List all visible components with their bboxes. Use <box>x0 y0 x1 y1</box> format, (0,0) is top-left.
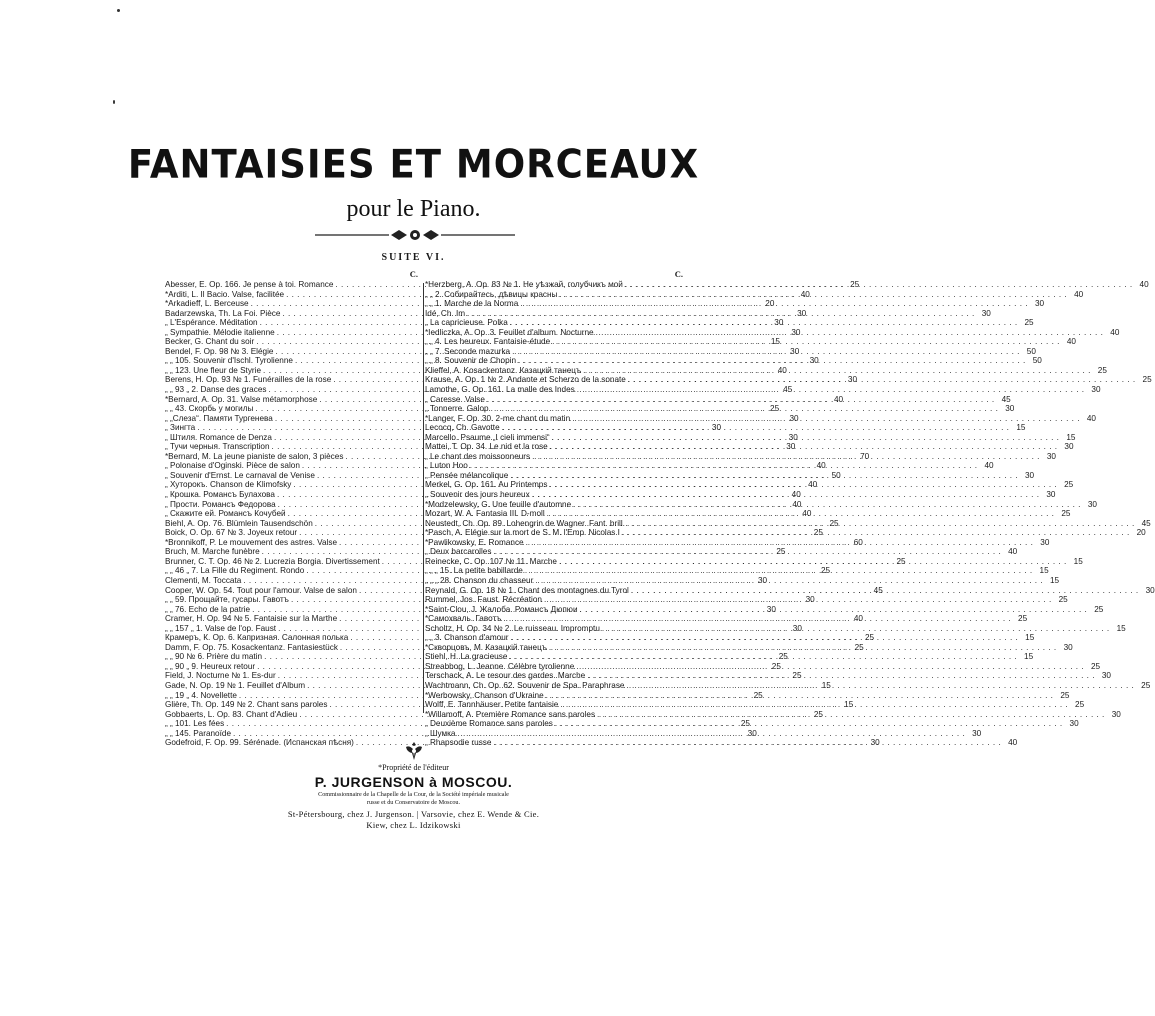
entry-price: 40 <box>1008 738 1018 748</box>
ink-speck <box>113 100 115 104</box>
entry-title: „ Le chant des moissonneurs <box>425 451 531 461</box>
entry-price: 25 <box>850 280 860 289</box>
entry-price: 20 <box>1136 528 1146 538</box>
entry-title: Terschack, A. Le resour des gardes. Marche <box>425 671 586 681</box>
leader-dots <box>547 509 1055 519</box>
leader-dots <box>559 290 1067 300</box>
entry-price: 45 <box>873 585 883 595</box>
leader-dots <box>546 691 1054 701</box>
entry-title: „ La capricieuse. Polka <box>425 318 508 328</box>
entry-price: 25 <box>896 556 906 566</box>
entry-price: 25 <box>829 518 839 528</box>
entry-price: 30 <box>1069 719 1079 729</box>
entry-title: „ Luton Hoo <box>425 461 468 471</box>
entry-title: *Bernard, A. Op. 31. Valse métamorphose <box>165 394 318 404</box>
entry-title: Merkel, G. Op. 161. Au Printemps <box>425 480 548 490</box>
currency-header: C. <box>674 269 683 279</box>
entry-price: 25 <box>771 661 781 671</box>
entry-title: *Самохваль. Гавотъ <box>425 614 502 624</box>
entry-price: 15 <box>844 700 854 710</box>
entry-price: 30 <box>790 346 800 356</box>
leader-dots <box>549 480 1057 490</box>
entry-title: Scholtz, H. Op. 34 № 2. Le ruisseau. Impromptu <box>425 623 600 633</box>
entry-price: 25 <box>820 566 831 576</box>
entry-title: „ Штиля. Romance de Denza <box>165 432 272 442</box>
entry-title: Bendel, F. Op. 98 № 3. Elégie <box>165 346 274 356</box>
entry-title: Stiehl, H. La gracieuse <box>425 652 508 662</box>
leader-dots <box>549 643 1057 653</box>
entry-price: 30 <box>981 308 991 318</box>
entry-price: 40 <box>792 499 802 509</box>
entry-price: 30 <box>747 728 757 738</box>
entry-title: *Pawlikowsky, E. Romance <box>425 537 524 547</box>
branches-line: St-Pétersbourg, chez J. Jurgenson. | Varsovie, chez E. Wende & Cie. <box>287 809 540 819</box>
entry-title: Glière, Th. Op. 149 № 2. Chant sans paroles <box>165 700 328 710</box>
entry-price: 25 <box>854 642 864 652</box>
entry-price: 40 <box>1074 289 1084 299</box>
leader-dots <box>467 309 975 319</box>
entry-price: 25 <box>1090 661 1101 671</box>
entry-price: 15 <box>1066 432 1076 442</box>
leader-dots <box>552 433 1060 443</box>
entry-price: 45 <box>783 385 793 395</box>
entry-title: „ Souvenir d'Ernst. Le carnaval de Venise <box>165 470 315 480</box>
entry-title: „ Polonaise d'Oginski. Pièce de salon <box>165 461 300 471</box>
entry-title: „ Pensée mélancolique <box>425 470 509 480</box>
catalog-entry <box>425 442 1074 452</box>
entry-title: Gobbaerts, L. Op. 83. Chant d'Adieu <box>165 709 298 719</box>
leader-dots <box>576 662 1084 672</box>
entry-title: „ L'Espérance. Méditation <box>165 318 258 328</box>
entry-price: 30 <box>774 318 784 328</box>
entry-price: 30 <box>1145 585 1155 595</box>
suite-number: SUITE VI. <box>381 252 446 263</box>
entry-price: 30 <box>792 623 802 633</box>
entry-price: 40 <box>802 509 812 519</box>
entry-title: Marcello. Psaume „I cieli immensi“ <box>425 432 550 442</box>
entry-title: „ Шумка <box>425 728 456 738</box>
leader-dots <box>596 328 1104 338</box>
catalog-entry <box>425 289 1084 300</box>
leader-dots <box>518 356 1026 366</box>
leader-dots <box>503 614 1011 624</box>
property-note: *Propriété de l'éditeur <box>378 763 449 772</box>
leader-dots <box>550 442 1058 452</box>
entry-price: 50 <box>831 470 841 480</box>
entry-title: *Modzelewsky, G. Une feuille d'automne <box>425 499 572 509</box>
entry-title: *Willamoff, A. Première Romance sans paroles <box>425 709 596 719</box>
entry-title: *Langer, F. Op. 30. 2-me chant du matin <box>425 413 571 423</box>
entry-price: 15 <box>1116 623 1126 633</box>
entry-title: „ Sympathie. Mélodie italienne <box>165 327 275 337</box>
entry-price: 30 <box>809 356 819 366</box>
entry-title: Lecocq, Ch. Gavotte <box>425 423 500 433</box>
entry-title: *Werbowsky, Chanson d'Ukraine <box>425 690 544 700</box>
entry-title: „ Прости. Романсъ Федорова <box>165 499 276 509</box>
entry-title: Clementi, M. Toccata <box>165 575 242 585</box>
entry-price: 15 <box>1024 652 1034 662</box>
catalog-entry <box>425 690 1070 701</box>
entry-title: „ „ „ 28. Chanson du chasseur <box>425 575 534 585</box>
entry-price: 30 <box>791 327 801 337</box>
entry-title: Damm, F. Op. 75. Kosackentanz. Fantasiestück <box>165 642 338 652</box>
entry-price: 25 <box>778 652 788 662</box>
commission-line: Commissionnaire de la Chapelle de la Cour, de la Société impériale musicale <box>318 791 509 798</box>
entry-price: 30 <box>1034 299 1045 309</box>
entry-title: *Iedliczka, A. Op. 3. Feuillet d'album. Nocturne <box>425 327 594 337</box>
entry-title: „ „ 105. Souvenir d'Ischl. Tyrolienne <box>165 356 293 366</box>
entry-price: 40 <box>777 365 787 375</box>
entry-price: 50 <box>1026 346 1036 356</box>
entry-title: Gade, N. Op. 19 № 1. Feuillet d'Album <box>165 680 306 690</box>
entry-title: Wolff, E. Tannhäuser. Petite fantaisie <box>425 700 559 710</box>
entry-price: 30 <box>797 308 807 318</box>
entry-price: 25 <box>776 547 786 557</box>
entry-price: 30 <box>1005 404 1015 414</box>
leader-dots <box>628 375 1136 385</box>
entry-title: Abesser, E. Op. 166. Je pense à toi. Romance <box>165 280 334 289</box>
entry-price: 30 <box>711 423 722 433</box>
imperial-eagle-icon <box>404 741 424 761</box>
entry-price: 25 <box>1097 365 1107 375</box>
entry-price: 25 <box>1142 375 1152 385</box>
entry-title: Field, J. Nocturne № 1. Es-dur <box>165 671 276 681</box>
entry-title: „ „ „ 15. La petite babillarde <box>425 566 523 576</box>
entry-price: 30 <box>1087 499 1097 509</box>
entry-price: 30 <box>805 595 815 605</box>
entry-title: „ Крошка. Романсъ Булахова <box>165 490 275 500</box>
leader-dots <box>509 652 1017 662</box>
entry-title: *Arkadieff, L. Berceuse <box>165 299 249 309</box>
entry-price: 50 <box>1032 356 1042 366</box>
leader-dots <box>631 586 1139 596</box>
leader-dots <box>602 624 1110 634</box>
leader-dots <box>457 729 965 739</box>
leader-dots <box>526 538 1034 548</box>
entry-title: *Pasch, A. Elégie sur la mort de S. M. l'Emp. Nicolas I <box>425 528 620 538</box>
entry-price: 60 <box>853 537 863 547</box>
entry-title: „ „ 90 „ 9. Heureux retour <box>165 661 256 671</box>
entry-title: Krause, A. Op. 1 № 2. Andante et Scherzo de la sonate <box>425 375 626 385</box>
entry-price: 30 <box>788 432 798 442</box>
entry-price: 25 <box>770 404 780 414</box>
commission-line: russe et du Conservatoire de Moscou. <box>366 798 461 806</box>
entry-price: 15 <box>1016 423 1026 433</box>
entry-title: Reynald, G. Op. 18 № 1. Chant des montagnes du Tyrol <box>425 585 629 595</box>
entry-title: „ „ 46 „ 7. La Fille du Regiment. Rondo <box>165 566 305 576</box>
leader-dots <box>532 452 1040 462</box>
entry-title: Klieffel, A. Kosackentanz. Казацкій танецъ <box>425 365 582 375</box>
leader-dots <box>580 605 1088 615</box>
entry-title: Reinecke, C. Op. 107 № 11. Marche <box>425 556 557 566</box>
entry-title: „ „ 8. Souvenir de Chopin <box>425 356 517 366</box>
entry-title: Godefroid, F. Op. 99. Sérénade. (Испанская пѣсня) <box>165 738 354 748</box>
leader-dots <box>510 318 1018 328</box>
entry-title: „ Souvenir des jours heureux <box>425 490 530 500</box>
entry-title: Bruch, M. Marche funèbre <box>165 547 260 557</box>
entry-price: 30 <box>789 413 799 423</box>
entry-title: Mozart, W. A. Fantasia III. D-moll <box>425 509 545 519</box>
entry-price: 25 <box>813 528 823 538</box>
leader-dots <box>510 633 1018 643</box>
entry-price: 30 <box>1111 709 1121 719</box>
entry-price: 30 <box>1091 385 1101 395</box>
entry-price: 40 <box>1110 327 1120 337</box>
entry-price: 40 <box>1139 280 1149 289</box>
entry-price: 30 <box>1064 442 1074 452</box>
entry-price: 25 <box>1075 700 1085 710</box>
leader-dots <box>560 700 1068 710</box>
leader-dots <box>532 490 1040 500</box>
page-subtitle: pour le Piano. <box>346 196 481 222</box>
entry-price: 15 <box>1025 633 1035 643</box>
entry-price: 25 <box>1018 614 1028 624</box>
entry-title: „ „ 3. Chanson d'amour <box>425 633 509 643</box>
leader-dots <box>572 414 1080 424</box>
leader-dots <box>597 710 1105 720</box>
entry-title: Neustedt, Ch. Op. 89. Lohengrin de Wagner. Fant. brill. <box>425 518 625 528</box>
entry-title: „ „ 43. Скорбь у могилы <box>165 404 254 414</box>
entry-title: *Saint-Clou, J. Жалоба. Романсъ Дюпюи <box>425 604 578 614</box>
leader-dots <box>470 461 978 471</box>
currency-header: C. <box>409 269 418 279</box>
branches-line: Kiew, chez L. Idzikowski <box>366 820 461 830</box>
entry-price: 40 <box>1066 337 1076 347</box>
catalog-entry <box>425 461 994 471</box>
entry-price: 25 <box>1094 604 1104 614</box>
entry-price: 40 <box>816 461 826 471</box>
entry-title: „ Зингта <box>165 423 196 433</box>
leader-dots <box>544 595 1052 605</box>
publisher-name: P. JURGENSON à MOSCOU. <box>314 774 513 790</box>
entry-title: „ Тучи черныя. Transcription <box>165 442 270 452</box>
entry-title: „ Хуторокъ. Chanson de Klimofsky <box>165 480 292 490</box>
entry-price: 25 <box>865 633 875 643</box>
entry-title: „ „ 145. Paranoïde <box>165 728 231 738</box>
entry-title: „ „ 19 „ 4. Novellette <box>165 690 237 700</box>
entry-price: 25 <box>1141 680 1151 690</box>
entry-price: 40 <box>833 394 844 404</box>
entry-title: „ „ 101. Les fées <box>165 719 225 729</box>
entry-title: Крамеръ, К. Op. 6. Капризная. Салонная полька <box>165 633 349 643</box>
entry-price: 40 <box>1008 547 1018 557</box>
entry-title: „ „ 2. Собирайтесь, дѣвицы красны <box>425 289 558 299</box>
entry-price: 30 <box>766 604 776 614</box>
entry-price: 30 <box>786 442 796 452</box>
entry-price: 25 <box>792 671 802 681</box>
entry-title: Badarzewska, Th. La Foi. Pièce <box>165 308 281 318</box>
entry-title: *Arditi, L. Il Bacio. Valse, facilitée <box>165 289 285 299</box>
entry-price: 30 <box>972 728 982 738</box>
entry-title: Lamothe, G. Op. 161. La malle des Indes <box>425 385 575 395</box>
leader-dots <box>625 280 1133 290</box>
entry-title: Boick, O. Op. 67 № 3. Joyeux retour <box>165 528 298 538</box>
entry-title: Berens, H. Op. 93 № 1. Funérailles de la rose <box>165 375 332 385</box>
entry-title: Rummel, Jos. Faust. Récréation <box>425 595 542 605</box>
entry-title: *Herzberg, A. Op. 83 № 1. Не уѣзжай, голубчикъ мой <box>425 280 623 289</box>
leader-dots <box>493 738 1001 748</box>
leader-dots <box>535 576 1043 586</box>
entry-title: Cramer, H. Op. 94 № 5. Fantaisie sur la Marthe <box>165 614 338 624</box>
entry-title: „ Скажите ей. Романсъ Кочубей <box>165 509 286 519</box>
entry-price: 25 <box>1058 595 1068 605</box>
entry-title: Idé, Ch. Im <box>425 308 466 318</box>
entry-price: 40 <box>1086 413 1096 423</box>
leader-dots <box>622 528 1130 538</box>
entry-title: Mattei, T. Op. 34. Le nid et la rose <box>425 442 548 452</box>
entry-price: 25 <box>1061 509 1071 519</box>
catalog-entry <box>425 413 1096 424</box>
entry-price: 40 <box>984 461 994 471</box>
entry-price: 45 <box>1001 394 1011 404</box>
entry-price: 30 <box>1063 642 1073 652</box>
entry-title: „ Deuxième Romance sans paroles <box>425 719 553 729</box>
leader-dots <box>573 500 1081 510</box>
entry-title: „ „ 4. Les heureux. Fantaisie-étude <box>425 337 551 347</box>
entry-price: 25 <box>1064 480 1074 490</box>
leader-dots <box>487 395 995 405</box>
entry-price: 70 <box>860 451 870 461</box>
entry-price: 25 <box>740 719 750 729</box>
entry-title: „ „ 157 „ 1. Valse de l'op. Faust <box>165 623 277 633</box>
catalog-entry <box>425 661 1101 672</box>
entry-price: 25 <box>1024 318 1034 328</box>
entry-title: *Bernard, M. La jeune pianiste de salon, 3 pièces <box>165 451 344 461</box>
entry-price: 30 <box>1101 671 1111 681</box>
entry-price: 40 <box>808 480 818 490</box>
leader-dots <box>627 681 1135 691</box>
entry-price: 25 <box>1060 690 1070 700</box>
entry-title: Wachtmann, Ch. Op. 62. Souvenir de Spa. Paraphrase <box>425 680 625 690</box>
entry-title: „ „ 123. Une fleur de Styrie <box>165 365 262 375</box>
entry-title: Cooper, W. Op. 54. Tout pour l'amour. Valse de salon <box>165 585 357 595</box>
entry-title: „ „ 76. Echo de la patrie <box>165 604 251 614</box>
entry-price: 30 <box>757 575 768 585</box>
ornament-divider <box>315 226 515 244</box>
entry-price: 45 <box>1141 518 1151 528</box>
entry-title: „ Caresse. Valse <box>425 394 485 404</box>
entry-title: „ „ 90 № 6. Prière du matin <box>165 652 263 662</box>
entry-price: 15 <box>770 337 780 347</box>
publisher-block <box>0 763 827 831</box>
entry-title: Brunner, C. T. Op. 46 № 2. Lucrezia Borgia. Divertissement <box>165 556 380 566</box>
entry-price: 40 <box>791 490 801 500</box>
entry-price: 30 <box>870 738 880 748</box>
entry-price: 15 <box>1049 575 1060 585</box>
leader-dots <box>583 366 1091 376</box>
entry-price: 40 <box>800 289 810 299</box>
leader-dots <box>510 471 1018 481</box>
entry-title: „ „ 7. Seconde mazurka <box>425 346 511 356</box>
entry-title: *Скворцовъ, М. Казацкій танецъ <box>425 642 547 652</box>
entry-title: Becker, G. Chant du soir <box>165 337 255 347</box>
entry-price: 40 <box>853 614 863 624</box>
ink-speck <box>117 9 120 12</box>
entry-price: 30 <box>1046 490 1056 500</box>
entry-title: Biehl, A. Op. 76. Blümlein Tausendschön <box>165 518 313 528</box>
catalog-entry <box>425 728 982 739</box>
entry-price: 25 <box>813 709 823 719</box>
entry-price: 20 <box>765 299 775 309</box>
entry-price: 30 <box>1040 537 1050 547</box>
leader-dots <box>493 547 1001 557</box>
entry-price: 30 <box>1024 470 1035 480</box>
leader-dots <box>627 519 1135 529</box>
entry-title: „ „ 59. Прощайте, гусары. Гавотъ <box>165 595 289 605</box>
leader-dots <box>502 423 1010 433</box>
leader-dots <box>555 719 1063 729</box>
leader-dots <box>525 566 1033 576</box>
leader-dots <box>577 385 1085 395</box>
leader-dots <box>512 347 1020 357</box>
leader-dots <box>559 557 1067 567</box>
entry-title: *Bronnikoff, P. Le mouvement des astres. Valse <box>165 537 338 547</box>
leader-dots <box>552 337 1060 347</box>
leader-dots <box>491 404 999 414</box>
entry-title: „ „ 93 „ 2. Danse des graces <box>165 385 267 395</box>
entry-title: „ Rhapsodie russe <box>425 738 492 748</box>
entry-title: Streabbog, L. Jeanne. Célèbre tyrolienne <box>425 661 575 671</box>
entry-price: 15 <box>1039 566 1049 576</box>
entry-price: 15 <box>1073 556 1083 566</box>
leader-dots <box>587 671 1095 681</box>
entry-title: „ „ 1. Marche de la Norma <box>425 299 519 309</box>
entry-title: „ Deux barcarolles <box>425 547 492 557</box>
column-divider <box>423 283 424 713</box>
entry-price: 30 <box>1046 451 1056 461</box>
entry-title: „ „Слеза“. Памяти Тургенева <box>165 413 273 423</box>
leader-dots <box>520 299 1028 309</box>
entry-price: 15 <box>821 680 831 690</box>
entry-title: „ Tonnerre. Galop <box>425 404 489 414</box>
catalog-entry <box>425 308 991 319</box>
page-title: FANTAISIES ET MORCEAUX <box>127 141 700 188</box>
entry-price: 25 <box>753 690 763 700</box>
entry-price: 30 <box>847 375 858 385</box>
